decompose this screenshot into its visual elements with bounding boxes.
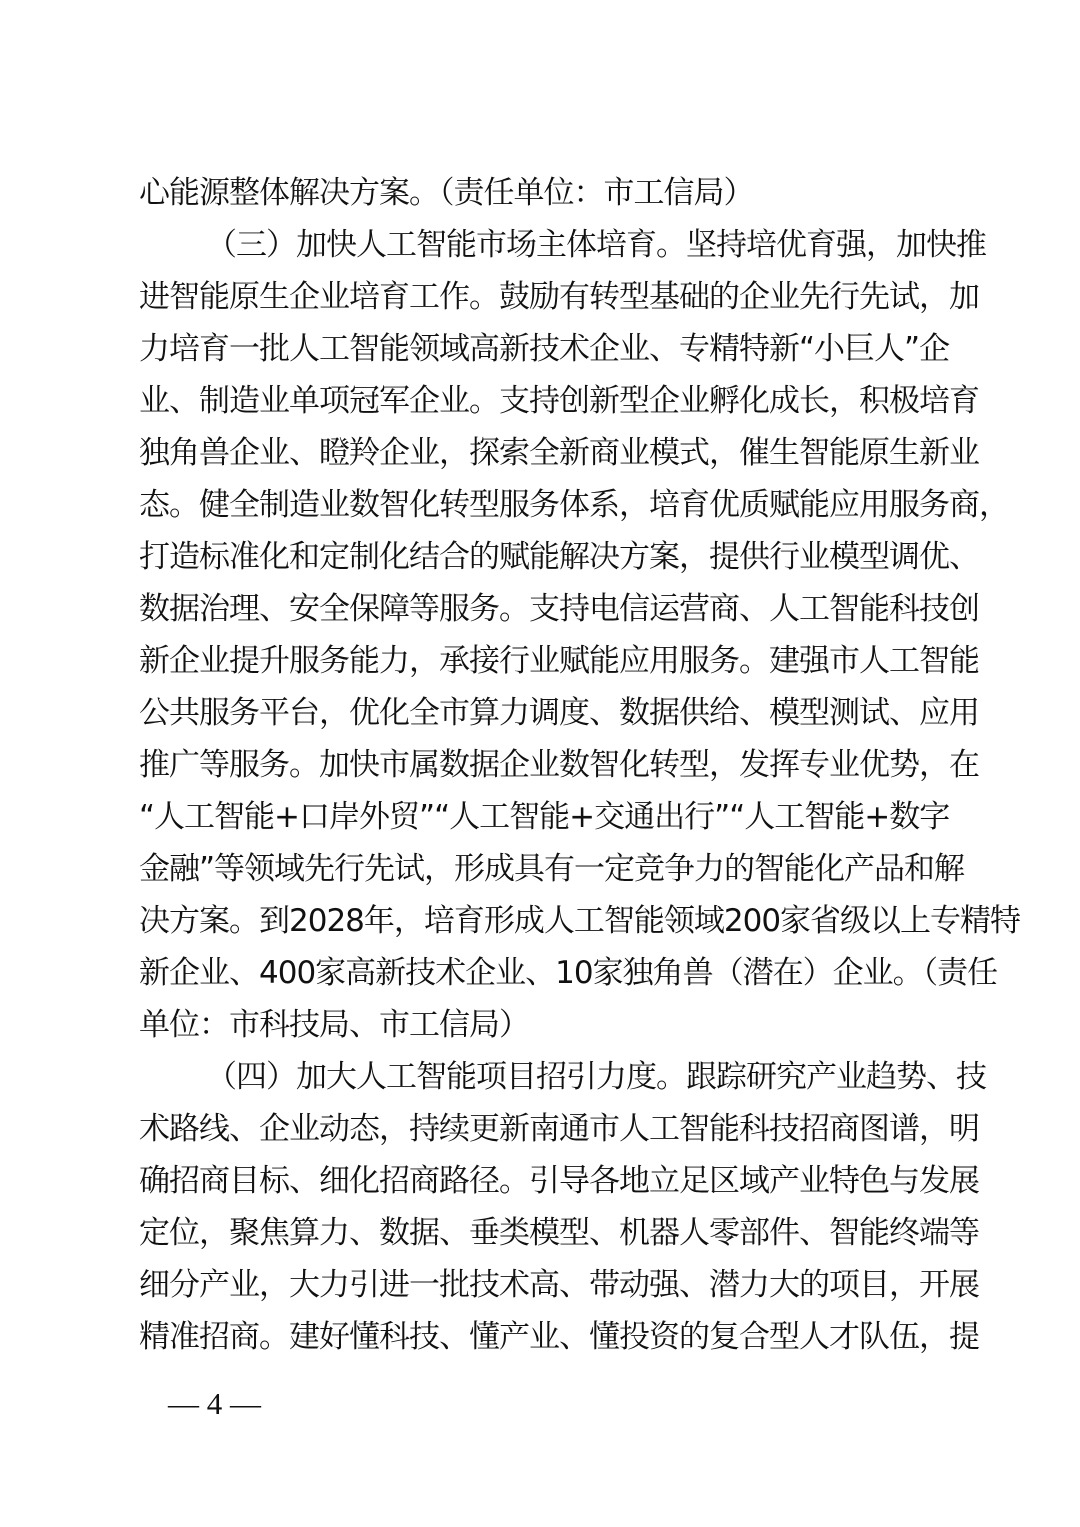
text-line: 单位：市科技局、市工信局） xyxy=(139,1007,529,1043)
text-line: 术路线、企业动态，持续更新南通市人工智能科技招商图谱，明 xyxy=(139,1111,979,1147)
text-line: 业、制造业单项冠军企业。支持创新型企业孵化成长，积极培育 xyxy=(139,383,979,419)
text-line: 金融”等领域先行先试，形成具有一定竞争力的智能化产品和解 xyxy=(139,851,965,887)
section-heading-line: （三）加快人工智能市场主体培育。坚持培优育强，加快推 xyxy=(206,227,986,263)
text-line: 打造标准化和定制化结合的赋能解决方案，提供行业模型调优、 xyxy=(139,539,979,575)
text-line: 定位，聚焦算力、数据、垂类模型、机器人零部件、智能终端等 xyxy=(139,1215,979,1251)
section-heading-line: （四）加大人工智能项目招引力度。跟踪研究产业趋势、技 xyxy=(206,1059,986,1095)
text-line: “人工智能+口岸外贸”“人工智能+交通出行”“人工智能+数字 xyxy=(139,799,950,835)
text-line: 力培育一批人工智能领域高新技术企业、专精特新“小巨人”企 xyxy=(139,331,950,367)
text-line: 细分产业，大力引进一批技术高、带动强、潜力大的项目，开展 xyxy=(139,1267,979,1303)
page-number: — 4 — xyxy=(168,1386,261,1421)
text-line: 公共服务平台，优化全市算力调度、数据供给、模型测试、应用 xyxy=(139,695,979,731)
text-line: 精准招商。建好懂科技、懂产业、懂投资的复合型人才队伍，提 xyxy=(139,1319,979,1355)
text-line: 推广等服务。加快市属数据企业数智化转型，发挥专业优势，在 xyxy=(139,747,979,783)
text-line: 决方案。到2028年，培育形成人工智能领域200家省级以上专精特 xyxy=(139,903,1021,939)
text-line: 新企业、400家高新技术企业、10家独角兽（潜在）企业。（责任 xyxy=(139,955,998,991)
text-line: 新企业提升服务能力，承接行业赋能应用服务。建强市人工智能 xyxy=(139,643,979,679)
text-line: 态。健全制造业数智化转型服务体系，培育优质赋能应用服务商， xyxy=(139,487,1009,523)
text-line: 心能源整体解决方案。（责任单位：市工信局） xyxy=(139,175,754,211)
text-line: 独角兽企业、瞪羚企业，探索全新商业模式，催生智能原生新业 xyxy=(139,435,979,471)
text-line: 确招商目标、细化招商路径。引导各地立足区域产业特色与发展 xyxy=(139,1163,979,1199)
text-line: 进智能原生企业培育工作。鼓励有转型基础的企业先行先试，加 xyxy=(139,279,979,315)
text-line: 数据治理、安全保障等服务。支持电信运营商、人工智能科技创 xyxy=(139,591,979,627)
